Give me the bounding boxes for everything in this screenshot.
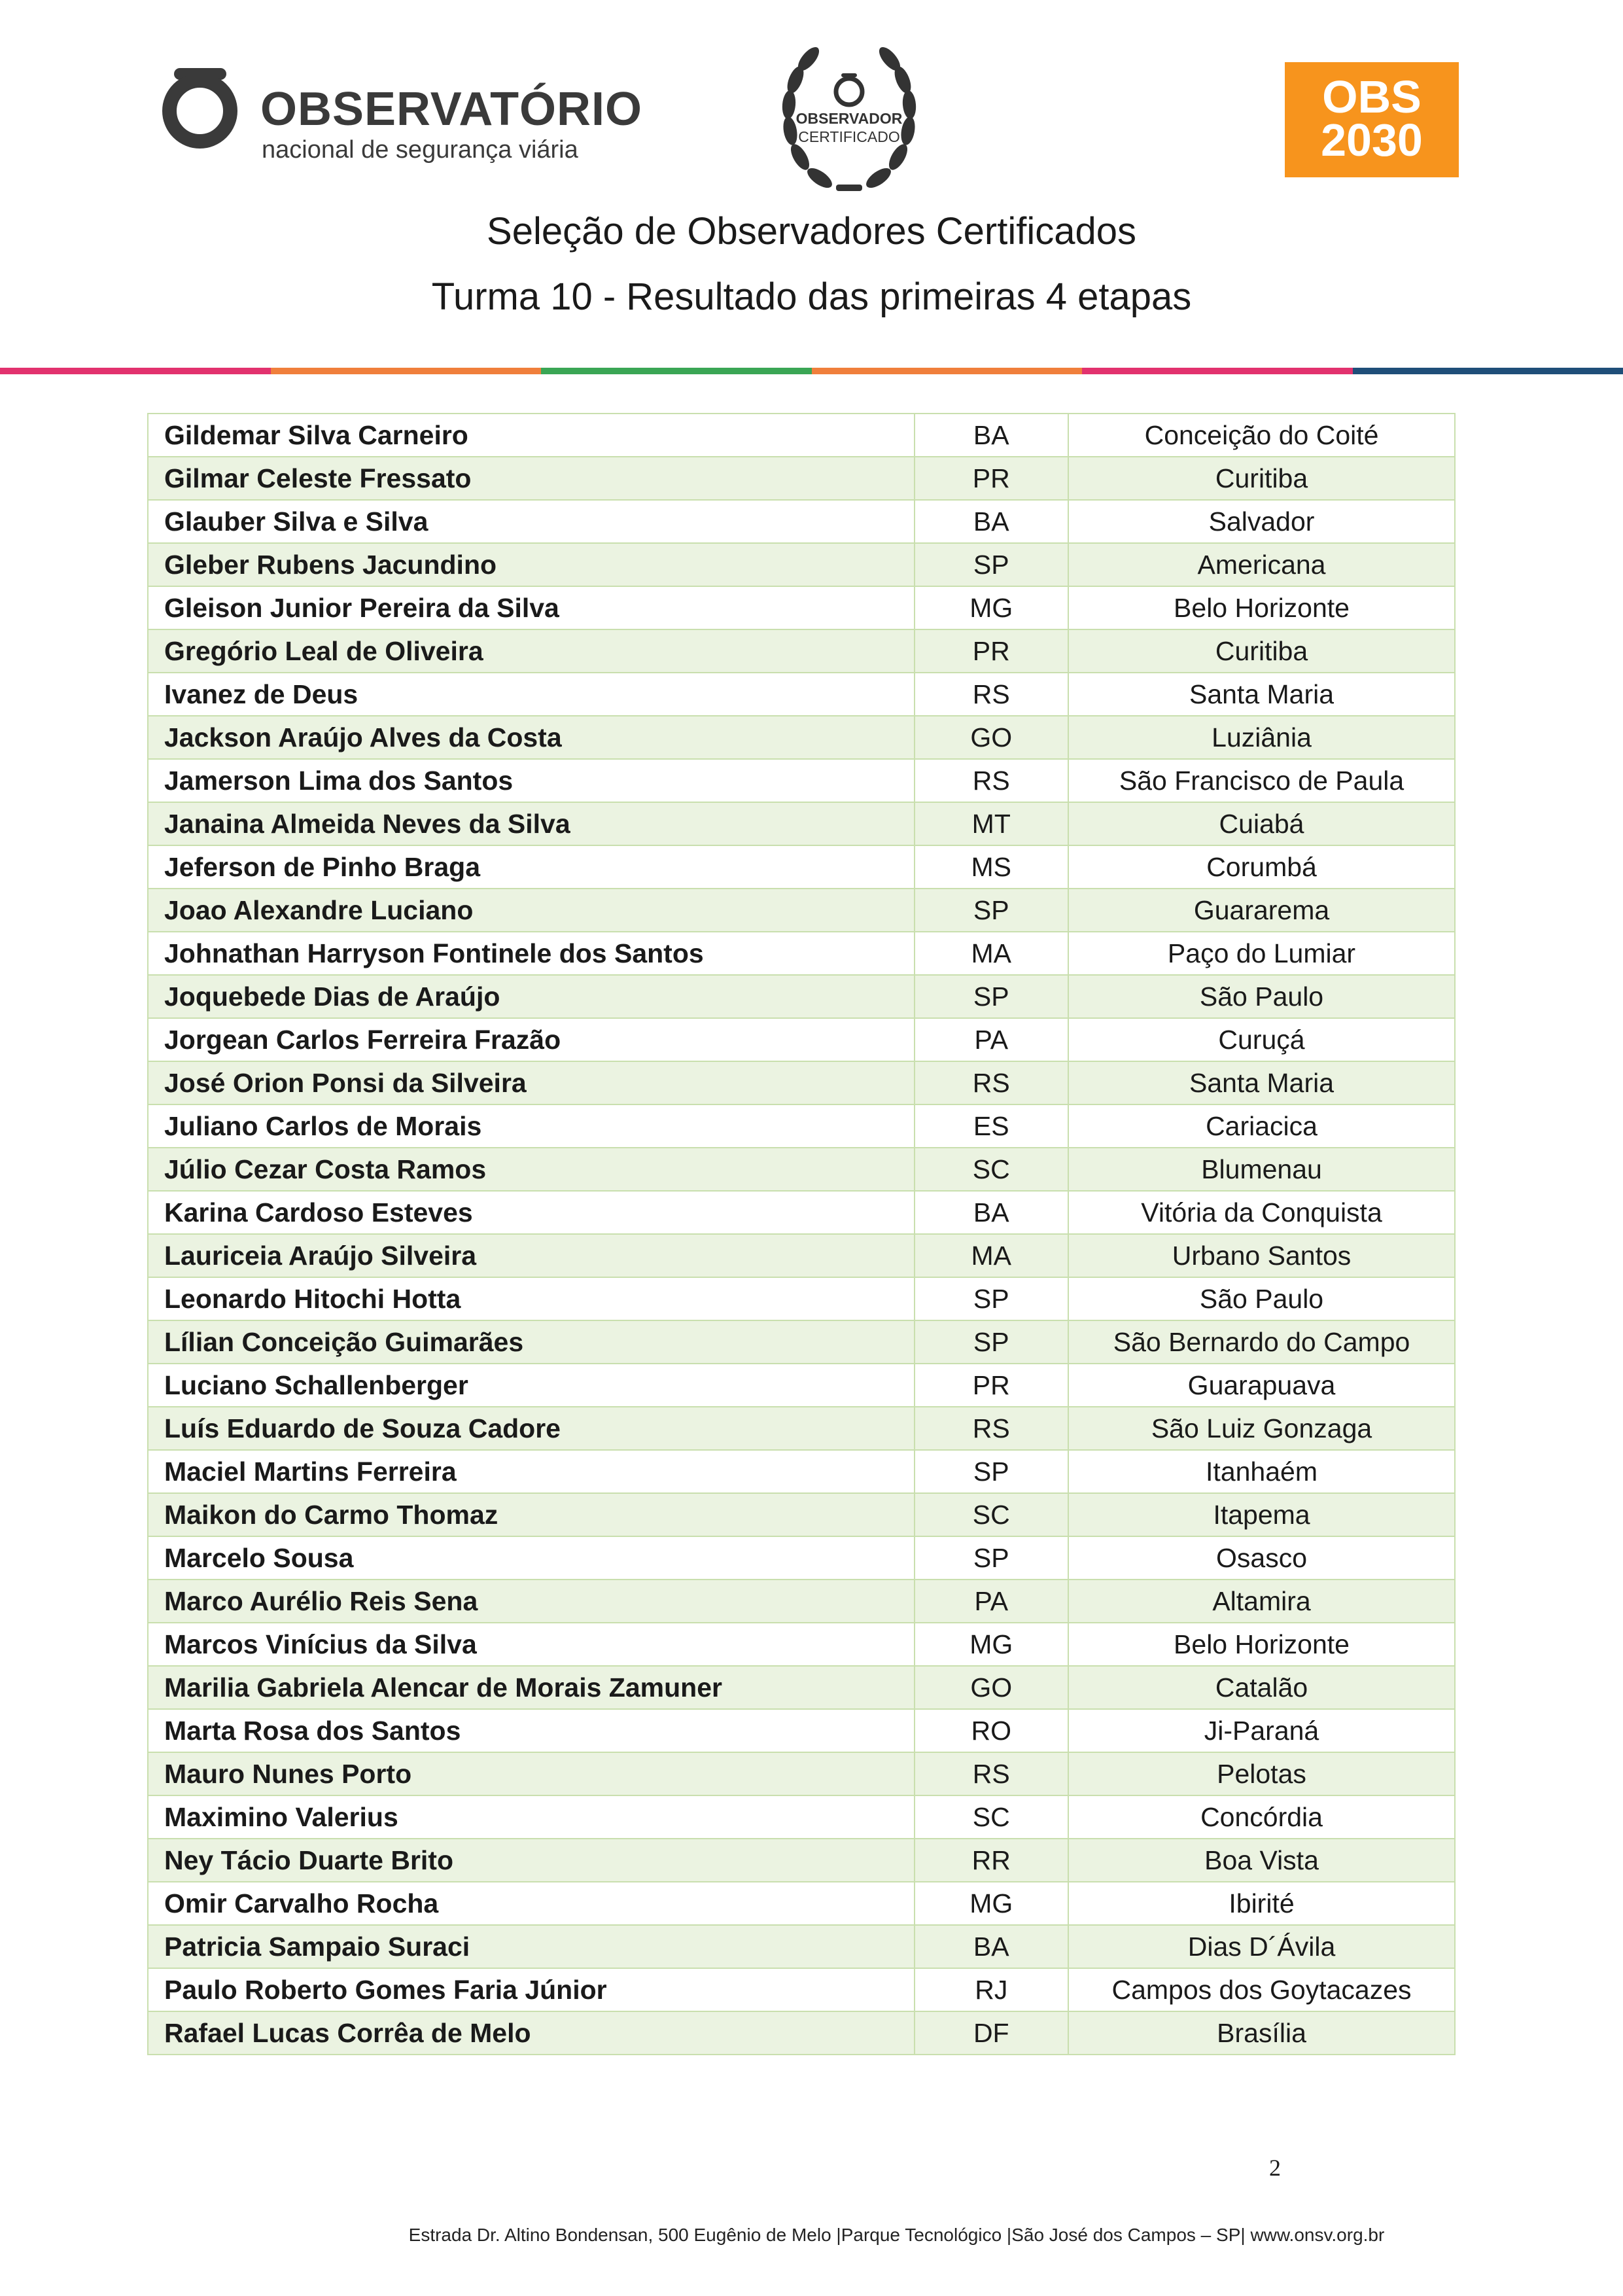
state-cell: PR [915, 1364, 1069, 1407]
city-cell: Ji-Paraná [1068, 1709, 1455, 1752]
observer-name-cell: Lílian Conceição Guimarães [148, 1320, 915, 1364]
city-cell: Blumenau [1068, 1148, 1455, 1191]
state-cell: MG [915, 586, 1069, 629]
state-cell: SP [915, 1450, 1069, 1493]
table-row [148, 889, 1455, 932]
city-cell: Vitória da Conquista [1068, 1191, 1455, 1234]
table-row [148, 1752, 1455, 1795]
observers-table [147, 413, 1456, 2055]
table-row [148, 1018, 1455, 1061]
state-cell: DF [915, 2011, 1069, 2055]
state-cell: BA [915, 414, 1069, 457]
table-row [148, 1709, 1455, 1752]
table-row [148, 1320, 1455, 1364]
state-cell: SC [915, 1148, 1069, 1191]
observer-name-cell: Marco Aurélio Reis Sena [148, 1580, 915, 1623]
state-cell: RS [915, 1752, 1069, 1795]
obs-2030-badge [1285, 62, 1459, 177]
state-cell: SP [915, 975, 1069, 1018]
observer-name-cell: Gildemar Silva Carneiro [148, 414, 915, 457]
city-cell: Catalão [1068, 1666, 1455, 1709]
city-cell: Luziânia [1068, 716, 1455, 759]
observer-name-cell: Marcos Vinícius da Silva [148, 1623, 915, 1666]
city-cell: Guararema [1068, 889, 1455, 932]
table-row [148, 1364, 1455, 1407]
observer-name-cell: Leonardo Hitochi Hotta [148, 1277, 915, 1320]
city-cell: Paço do Lumiar [1068, 932, 1455, 975]
state-cell: RO [915, 1709, 1069, 1752]
stripe-segment [812, 368, 1083, 374]
state-cell: SP [915, 1536, 1069, 1580]
table-row [148, 1191, 1455, 1234]
state-cell: MA [915, 932, 1069, 975]
logo-ring-shape [162, 73, 237, 149]
observer-name-cell: Juliano Carlos de Morais [148, 1104, 915, 1148]
state-cell: PA [915, 1018, 1069, 1061]
observer-name-cell: Gilmar Celeste Fressato [148, 457, 915, 500]
table-row [148, 716, 1455, 759]
observer-name-cell: Gregório Leal de Oliveira [148, 629, 915, 673]
observer-name-cell: Omir Carvalho Rocha [148, 1882, 915, 1925]
state-cell: RS [915, 673, 1069, 716]
table-row [148, 1882, 1455, 1925]
table-row [148, 845, 1455, 889]
table-row [148, 1104, 1455, 1148]
table-row [148, 1968, 1455, 2011]
state-cell: RS [915, 1061, 1069, 1104]
city-cell: Guarapuava [1068, 1364, 1455, 1407]
state-cell: PR [915, 457, 1069, 500]
observer-name-cell: Maximino Valerius [148, 1795, 915, 1839]
observer-name-cell: Maciel Martins Ferreira [148, 1450, 915, 1493]
observer-name-cell: Marcelo Sousa [148, 1536, 915, 1580]
table-row [148, 457, 1455, 500]
city-cell: Salvador [1068, 500, 1455, 543]
observer-name-cell: Joquebede Dias de Araújo [148, 975, 915, 1018]
state-cell: RS [915, 759, 1069, 802]
city-cell: Conceição do Coité [1068, 414, 1455, 457]
footer-address: Estrada Dr. Altino Bondensan, 500 Eugênio de Melo |Parque Tecnológico |São José dos Campos – SP| www.onsv.org.br [408, 2225, 1385, 2245]
city-cell: Belo Horizonte [1068, 586, 1455, 629]
city-cell: São Luiz Gonzaga [1068, 1407, 1455, 1450]
state-cell: SP [915, 1277, 1069, 1320]
table-row [148, 759, 1455, 802]
table-row [148, 1666, 1455, 1709]
table-row [148, 1277, 1455, 1320]
city-cell: Altamira [1068, 1580, 1455, 1623]
state-cell: ES [915, 1104, 1069, 1148]
observer-name-cell: Karina Cardoso Esteves [148, 1191, 915, 1234]
observer-name-cell: Patricia Sampaio Suraci [148, 1925, 915, 1968]
observer-name-cell: Lauriceia Araújo Silveira [148, 1234, 915, 1277]
table-row [148, 1407, 1455, 1450]
stripe-segment [0, 368, 271, 374]
table-row [148, 500, 1455, 543]
table-row [148, 1536, 1455, 1580]
badge-line-1: OBS [1322, 71, 1422, 122]
table-row [148, 2011, 1455, 2055]
city-cell: Boa Vista [1068, 1839, 1455, 1882]
page-number: 2 [1269, 2155, 1281, 2181]
table-row [148, 1925, 1455, 1968]
table-row [148, 1148, 1455, 1191]
logo-name: OBSERVATÓRIO [260, 83, 643, 135]
observer-name-cell: Júlio Cezar Costa Ramos [148, 1148, 915, 1191]
city-cell: Ibirité [1068, 1882, 1455, 1925]
table-row [148, 1493, 1455, 1536]
state-cell: PA [915, 1580, 1069, 1623]
city-cell: Santa Maria [1068, 673, 1455, 716]
state-cell: SP [915, 889, 1069, 932]
state-cell: BA [915, 1191, 1069, 1234]
state-cell: BA [915, 500, 1069, 543]
state-cell: SP [915, 543, 1069, 586]
city-cell: Curitiba [1068, 629, 1455, 673]
state-cell: MG [915, 1623, 1069, 1666]
observer-name-cell: Gleison Junior Pereira da Silva [148, 586, 915, 629]
table-row [148, 975, 1455, 1018]
city-cell: Osasco [1068, 1536, 1455, 1580]
observer-name-cell: Glauber Silva e Silva [148, 500, 915, 543]
observer-name-cell: Janaina Almeida Neves da Silva [148, 802, 915, 845]
city-cell: Curitiba [1068, 457, 1455, 500]
table-row [148, 673, 1455, 716]
city-cell: Campos dos Goytacazes [1068, 1968, 1455, 2011]
state-cell: SC [915, 1795, 1069, 1839]
state-cell: RR [915, 1839, 1069, 1882]
state-cell: GO [915, 716, 1069, 759]
table-row [148, 543, 1455, 586]
city-cell: Urbano Santos [1068, 1234, 1455, 1277]
table-row [148, 1839, 1455, 1882]
state-cell: MT [915, 802, 1069, 845]
table-row [148, 1623, 1455, 1666]
city-cell: Cariacica [1068, 1104, 1455, 1148]
state-cell: MA [915, 1234, 1069, 1277]
observer-name-cell: Mauro Nunes Porto [148, 1752, 915, 1795]
page-subtitle: Turma 10 - Resultado das primeiras 4 etapas [431, 275, 1192, 318]
observer-name-cell: Rafael Lucas Corrêa de Melo [148, 2011, 915, 2055]
badge-line-2: 2030 [1321, 115, 1423, 166]
observer-name-cell: Jeferson de Pinho Braga [148, 845, 915, 889]
city-cell: Dias D´Ávila [1068, 1925, 1455, 1968]
observer-name-cell: Luís Eduardo de Souza Cadore [148, 1407, 915, 1450]
table-row [148, 802, 1455, 845]
observer-name-cell: Maikon do Carmo Thomaz [148, 1493, 915, 1536]
table-row [148, 932, 1455, 975]
stripe-segment [541, 368, 812, 374]
observer-name-cell: José Orion Ponsi da Silveira [148, 1061, 915, 1104]
city-cell: Pelotas [1068, 1752, 1455, 1795]
observer-name-cell: Jorgean Carlos Ferreira Frazão [148, 1018, 915, 1061]
state-cell: SP [915, 1320, 1069, 1364]
observer-name-cell: Marta Rosa dos Santos [148, 1709, 915, 1752]
city-cell: Itanhaém [1068, 1450, 1455, 1493]
logo-subtitle: nacional de segurança viária [262, 136, 578, 164]
stripe-segment [271, 368, 542, 374]
city-cell: São Francisco de Paula [1068, 759, 1455, 802]
stripe-segment [1082, 368, 1353, 374]
table-row [148, 1580, 1455, 1623]
state-cell: MG [915, 1882, 1069, 1925]
state-cell: MS [915, 845, 1069, 889]
observer-name-cell: Marilia Gabriela Alencar de Morais Zamuner [148, 1666, 915, 1709]
table-row [148, 629, 1455, 673]
stripe-segment [1353, 368, 1623, 374]
seal-line-1: OBSERVADOR [795, 110, 903, 127]
city-cell: São Paulo [1068, 1277, 1455, 1320]
observer-name-cell: Jackson Araújo Alves da Costa [148, 716, 915, 759]
observer-name-cell: Ivanez de Deus [148, 673, 915, 716]
city-cell: Americana [1068, 543, 1455, 586]
city-cell: Concórdia [1068, 1795, 1455, 1839]
table-row [148, 1795, 1455, 1839]
observatorio-logo [162, 68, 643, 179]
state-cell: SC [915, 1493, 1069, 1536]
observer-name-cell: Jamerson Lima dos Santos [148, 759, 915, 802]
city-cell: Curuçá [1068, 1018, 1455, 1061]
page-title: Seleção de Observadores Certificados [487, 210, 1136, 253]
observer-name-cell: Luciano Schallenberger [148, 1364, 915, 1407]
state-cell: PR [915, 629, 1069, 673]
state-cell: BA [915, 1925, 1069, 1968]
observer-name-cell: Paulo Roberto Gomes Faria Júnior [148, 1968, 915, 2011]
table-row [148, 414, 1455, 457]
seal-line-2: CERTIFICADO [798, 128, 900, 145]
state-cell: RJ [915, 1968, 1069, 2011]
observer-name-cell: Joao Alexandre Luciano [148, 889, 915, 932]
state-cell: GO [915, 1666, 1069, 1709]
city-cell: Cuiabá [1068, 802, 1455, 845]
city-cell: Corumbá [1068, 845, 1455, 889]
city-cell: Brasília [1068, 2011, 1455, 2055]
observer-name-cell: Gleber Rubens Jacundino [148, 543, 915, 586]
city-cell: São Paulo [1068, 975, 1455, 1018]
city-cell: São Bernardo do Campo [1068, 1320, 1455, 1364]
observer-name-cell: Johnathan Harryson Fontinele dos Santos [148, 932, 915, 975]
table-row [148, 1450, 1455, 1493]
observer-name-cell: Ney Tácio Duarte Brito [148, 1839, 915, 1882]
state-cell: RS [915, 1407, 1069, 1450]
city-cell: Santa Maria [1068, 1061, 1455, 1104]
city-cell: Itapema [1068, 1493, 1455, 1536]
certified-observer-seal [764, 33, 934, 203]
table-row [148, 1234, 1455, 1277]
city-cell: Belo Horizonte [1068, 1623, 1455, 1666]
table-row [148, 1061, 1455, 1104]
table-row [148, 586, 1455, 629]
